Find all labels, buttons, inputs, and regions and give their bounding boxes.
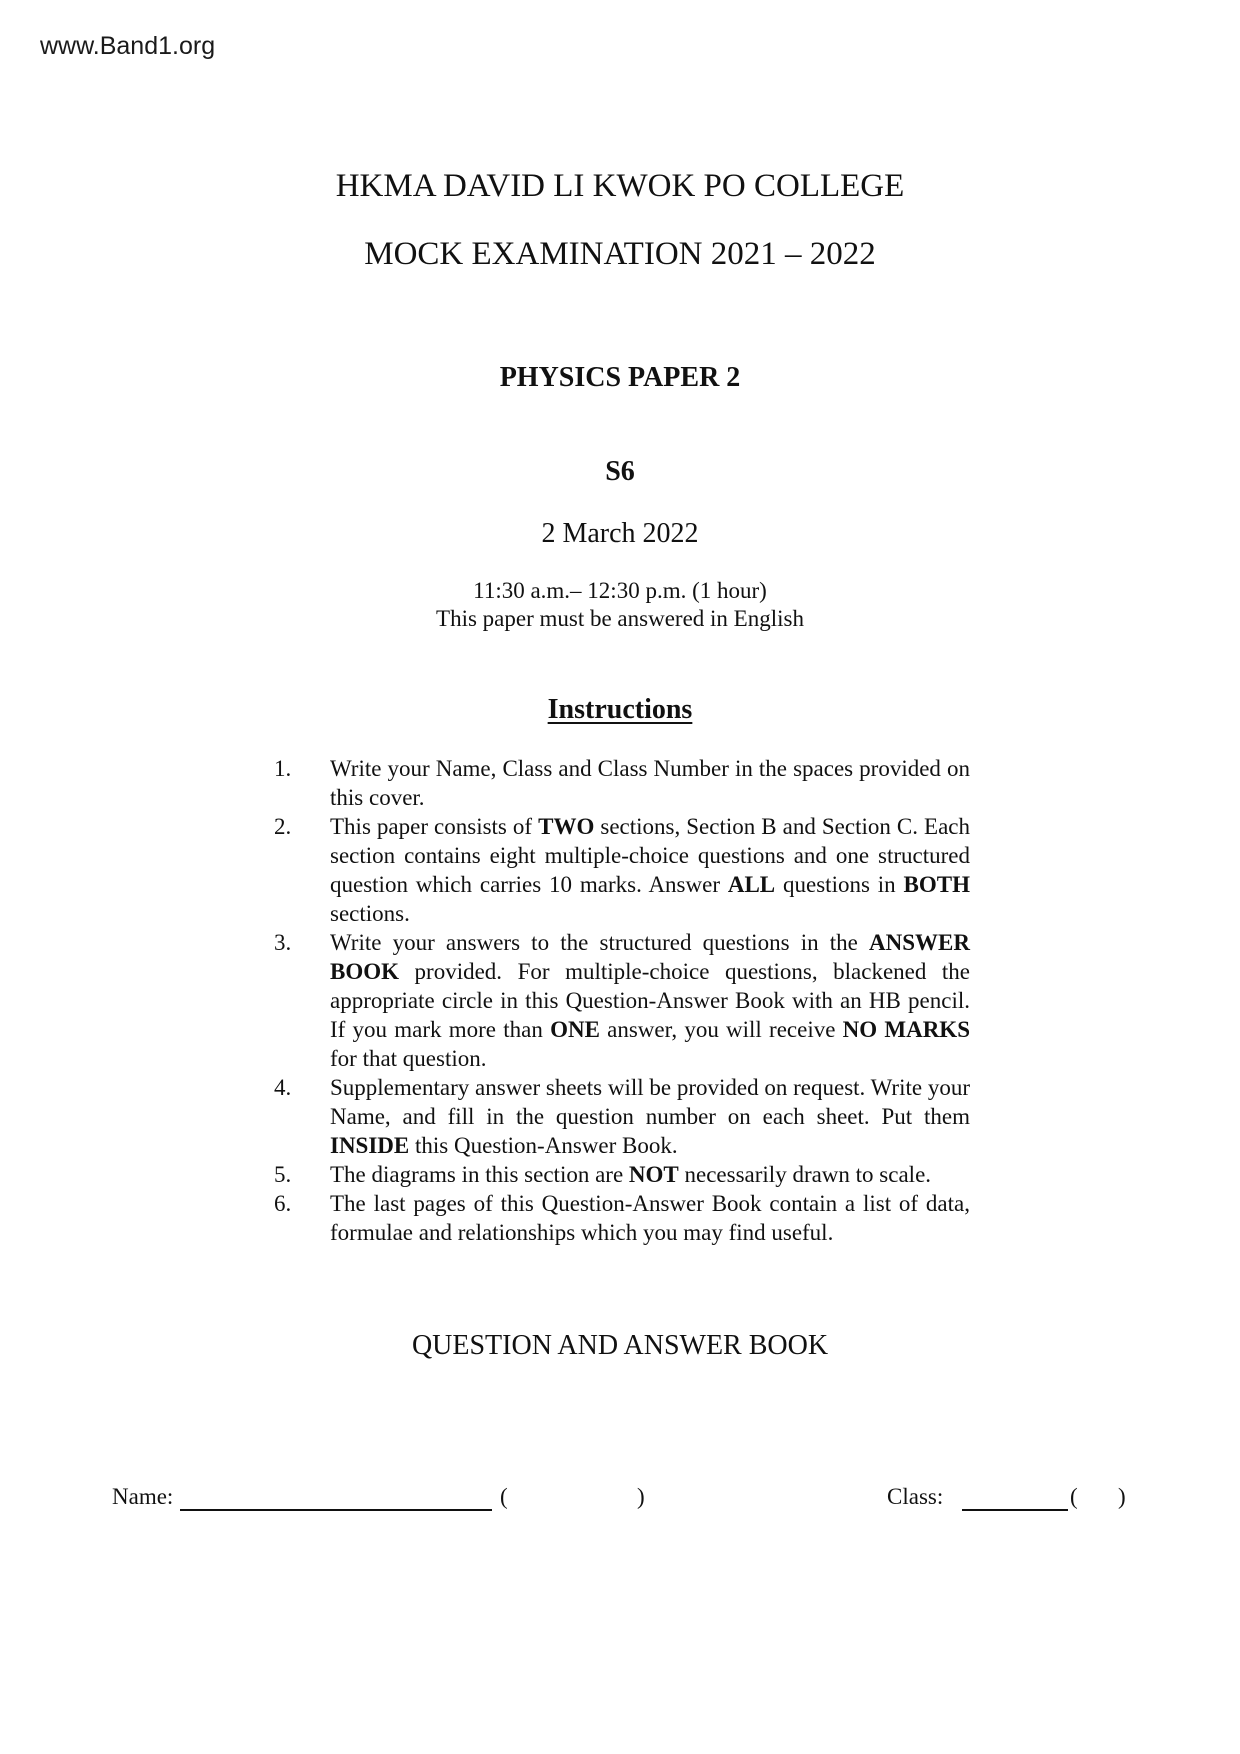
instruction-segment: Write your Name, Class and Class Number in the spaces provided on this cover. — [330, 756, 970, 810]
instruction-text — [330, 1191, 970, 1245]
class-code-open-paren: ( — [1070, 1484, 1078, 1509]
instruction-emphasis: TWO — [538, 814, 595, 839]
instructions-title: Instructions — [547, 694, 693, 725]
instruction-text — [330, 756, 970, 810]
watermark-url: www.Band1.org — [40, 32, 216, 60]
instruction-segment: The last pages of this Question-Answer Book contain a list of data, formulae and relationships which you may find useful. — [330, 1191, 970, 1245]
instruction-segment: this Question-Answer Book. — [409, 1133, 678, 1158]
instruction-segment: provided. For multiple-choice questions, blackened the appropriate circle in this Question-Answer Book with an HB pencil. If you mark more than — [330, 959, 970, 1042]
instruction-text — [330, 1075, 970, 1158]
instruction-number: 6. — [274, 1191, 292, 1216]
instruction-emphasis: NO MARKS — [842, 1017, 970, 1042]
instruction-item — [268, 1160, 970, 1189]
instruction-emphasis: BOTH — [903, 872, 970, 897]
name-label: Name: — [112, 1484, 174, 1509]
class-number-close-paren: ) — [637, 1484, 645, 1509]
book-title: QUESTION AND ANSWER BOOK — [411, 1330, 829, 1361]
instruction-number: 4. — [274, 1075, 292, 1100]
instruction-emphasis: NOT — [628, 1162, 679, 1187]
instruction-item — [268, 1073, 970, 1160]
exam-title: MOCK EXAMINATION 2021 – 2022 — [364, 236, 876, 272]
instruction-segment: Supplementary answer sheets will be provided on request. Write your Name, and fill in the question number on each sheet. Put them — [330, 1075, 970, 1129]
instruction-text — [330, 1162, 931, 1187]
instruction-segment: sections. — [330, 901, 410, 926]
class-number-open-paren: ( — [500, 1484, 508, 1509]
instruction-segment: This paper consists of — [330, 814, 539, 839]
instruction-number: 1. — [274, 756, 292, 781]
instructions-list — [268, 754, 970, 1247]
instruction-emphasis: INSIDE — [330, 1133, 410, 1158]
instruction-item — [268, 928, 970, 1073]
class-label: Class: — [887, 1484, 944, 1509]
instruction-text — [330, 814, 970, 926]
college-name: HKMA DAVID LI KWOK PO COLLEGE — [335, 168, 905, 204]
instruction-text — [330, 930, 970, 1071]
exam-time: 11:30 a.m.– 12:30 p.m. (1 hour) — [473, 578, 767, 603]
name-field[interactable] — [180, 1509, 492, 1511]
instruction-segment: sections, Section B and Section C. Each section contains eight multiple-choice questions and one structured question which carries 10 marks. Answer — [330, 814, 971, 897]
instruction-segment: necessarily drawn to scale. — [678, 1162, 932, 1187]
instruction-number: 2. — [274, 814, 292, 839]
instruction-segment: questions in — [775, 872, 904, 897]
instruction-number: 3. — [274, 930, 292, 955]
paper-title: PHYSICS PAPER 2 — [499, 362, 741, 393]
class-field[interactable] — [962, 1509, 1068, 1511]
instruction-segment: for that question. — [330, 1046, 487, 1071]
level-label: S6 — [605, 456, 635, 487]
instruction-segment: answer, you will receive — [599, 1017, 843, 1042]
instruction-segment: The diagrams in this section are — [330, 1162, 629, 1187]
instruction-segment: Write your answers to the structured questions in the — [330, 930, 870, 955]
exam-date: 2 March 2022 — [541, 518, 699, 549]
instruction-emphasis: ALL — [727, 872, 776, 897]
instruction-emphasis: ONE — [550, 1017, 600, 1042]
instruction-number: 5. — [274, 1162, 292, 1187]
instruction-emphasis: ANSWER BOOK — [330, 930, 970, 984]
language-note: This paper must be answered in English — [436, 606, 804, 631]
class-code-close-paren: ) — [1118, 1484, 1126, 1509]
instruction-item — [268, 754, 970, 812]
instruction-item — [268, 812, 970, 928]
instruction-item — [268, 1189, 970, 1247]
